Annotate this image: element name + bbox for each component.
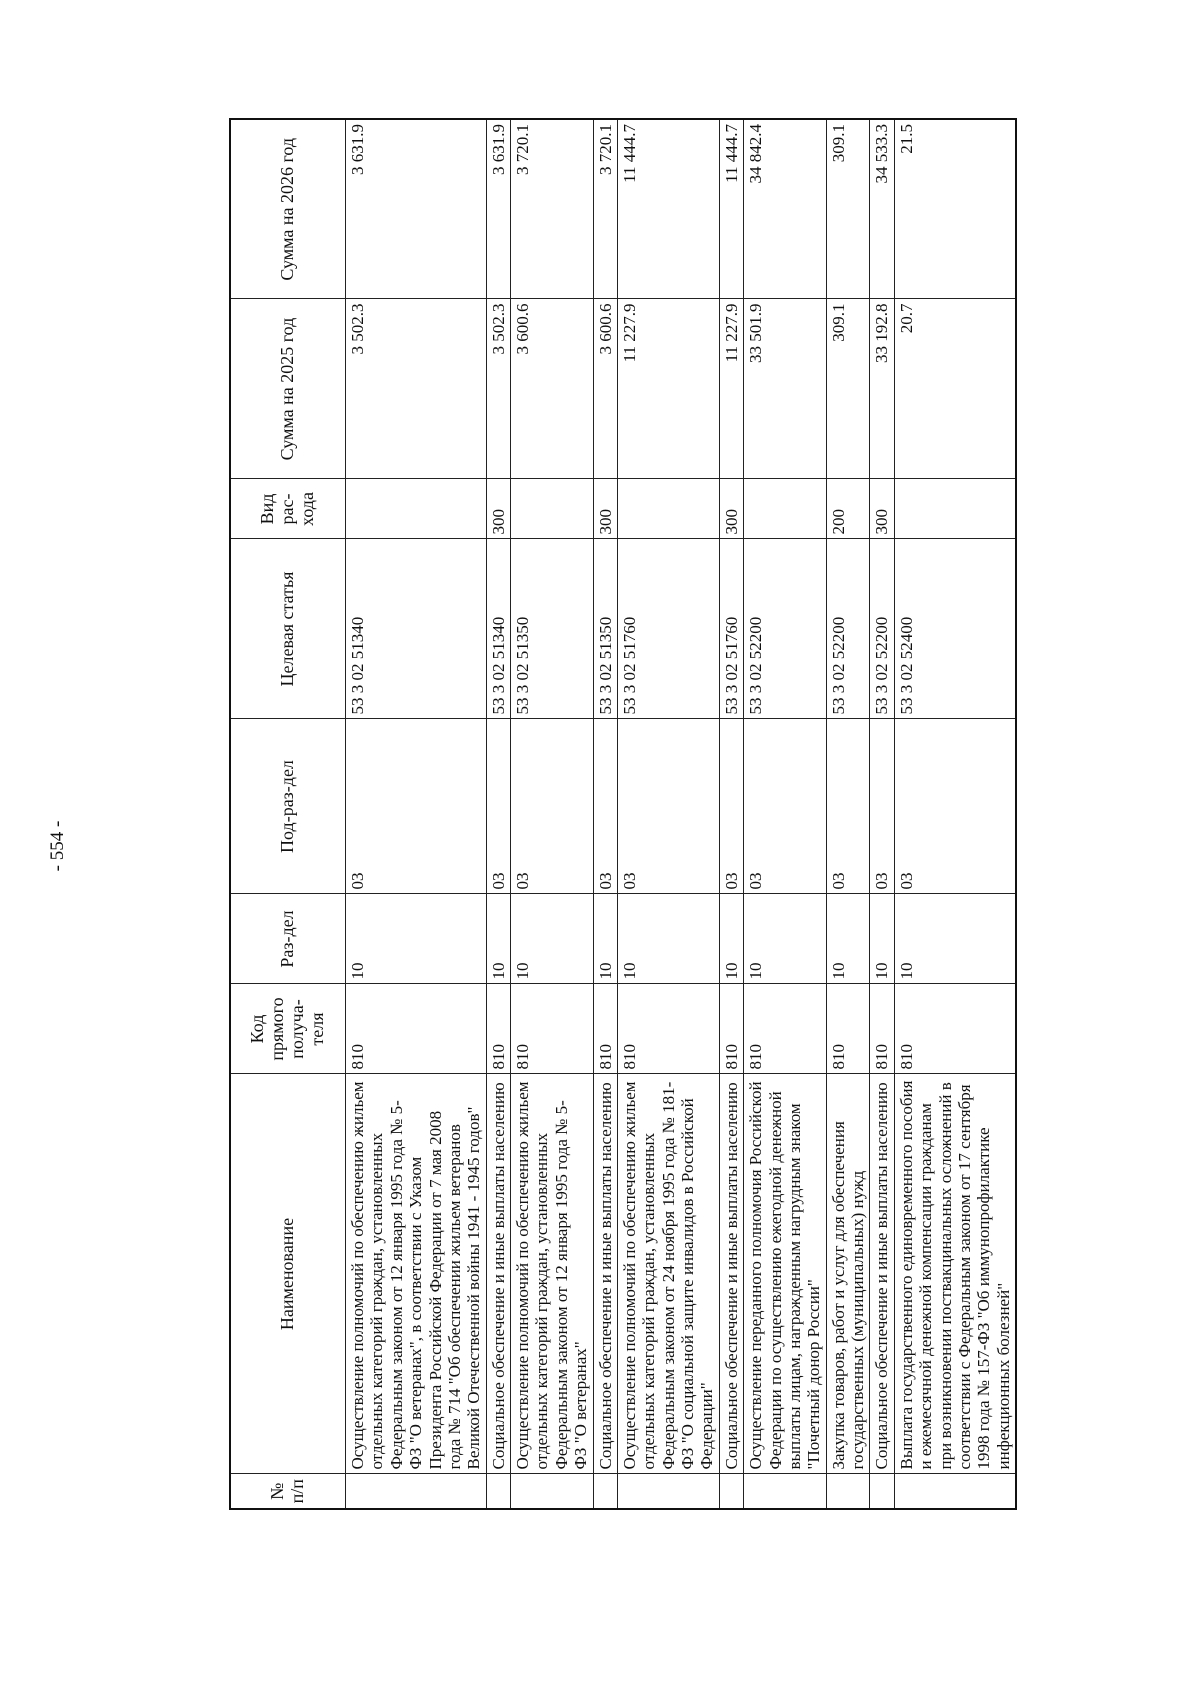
cell-np <box>346 1474 487 1509</box>
cell-kod: 810 <box>870 984 894 1074</box>
cell-razdel: 10 <box>511 894 594 984</box>
cell-kod: 810 <box>719 984 743 1074</box>
table-row <box>617 119 719 1509</box>
cell-name: Социальное обеспечение и иные выплаты населению <box>719 1074 743 1474</box>
cell-np <box>870 1474 894 1509</box>
cell-sum-2025: 33 192.8 <box>870 299 894 479</box>
cell-podrazdel: 03 <box>744 719 827 894</box>
cell-vid <box>617 479 719 539</box>
cell-np <box>617 1474 719 1509</box>
cell-podrazdel: 03 <box>870 719 894 894</box>
table-row <box>719 119 743 1509</box>
cell-sum-2026: 3 631.9 <box>486 119 510 299</box>
cell-vid: 300 <box>486 479 510 539</box>
cell-name: Социальное обеспечение и иные выплаты населению <box>486 1074 510 1474</box>
cell-razdel: 10 <box>486 894 510 984</box>
page-number: - 554 - <box>47 820 68 872</box>
table-row <box>826 119 870 1509</box>
cell-sum-2025: 3 502.3 <box>346 299 487 479</box>
budget-table-container <box>229 120 1089 1510</box>
cell-sum-2025: 3 600.6 <box>511 299 594 479</box>
header-np: № п/п <box>230 1474 346 1509</box>
cell-razdel: 10 <box>617 894 719 984</box>
cell-sum-2026: 3 720.1 <box>593 119 617 299</box>
table-row <box>870 119 894 1509</box>
cell-podrazdel: 03 <box>346 719 487 894</box>
header-razdel: Раз-дел <box>230 894 346 984</box>
table-row <box>346 119 487 1509</box>
cell-sum-2026: 3 631.9 <box>346 119 487 299</box>
cell-sum-2025: 3 600.6 <box>593 299 617 479</box>
cell-kod: 810 <box>486 984 510 1074</box>
cell-sum-2025: 33 501.9 <box>744 299 827 479</box>
cell-np <box>744 1474 827 1509</box>
header-podrazdel: Под-раз-дел <box>230 719 346 894</box>
cell-np <box>894 1474 1016 1509</box>
cell-np <box>719 1474 743 1509</box>
cell-celevaya: 53 3 02 51760 <box>719 539 743 719</box>
budget-table <box>229 118 1017 1510</box>
cell-vid <box>894 479 1016 539</box>
table-row <box>744 119 827 1509</box>
cell-sum-2026: 11 444.7 <box>617 119 719 299</box>
cell-kod: 810 <box>826 984 870 1074</box>
header-vid: Вид рас-хода <box>230 479 346 539</box>
cell-razdel: 10 <box>744 894 827 984</box>
header-sum-2025: Сумма на 2025 год <box>230 299 346 479</box>
header-sum-2026: Сумма на 2026 год <box>230 119 346 299</box>
cell-celevaya: 53 3 02 51760 <box>617 539 719 719</box>
cell-razdel: 10 <box>894 894 1016 984</box>
cell-celevaya: 53 3 02 51350 <box>593 539 617 719</box>
cell-kod: 810 <box>617 984 719 1074</box>
cell-razdel: 10 <box>826 894 870 984</box>
cell-sum-2026: 34 533.3 <box>870 119 894 299</box>
header-kod: Код прямого получа-теля <box>230 984 346 1074</box>
table-header-row <box>230 119 346 1509</box>
cell-podrazdel: 03 <box>826 719 870 894</box>
cell-podrazdel: 03 <box>593 719 617 894</box>
cell-name: Осуществление полномочий по обеспечению жильем отдельных категорий граждан, установленных Федеральным законом от 24 ноября 1995 года № 181-ФЗ "О социальной защите инвалидов в Российской Федерации" <box>617 1074 719 1474</box>
cell-razdel: 10 <box>593 894 617 984</box>
cell-sum-2025: 20.7 <box>894 299 1016 479</box>
cell-celevaya: 53 3 02 51340 <box>486 539 510 719</box>
cell-sum-2026: 309.1 <box>826 119 870 299</box>
header-celevaya: Целевая статья <box>230 539 346 719</box>
cell-sum-2025: 11 227.9 <box>617 299 719 479</box>
cell-podrazdel: 03 <box>719 719 743 894</box>
cell-kod: 810 <box>593 984 617 1074</box>
cell-vid <box>346 479 487 539</box>
cell-razdel: 10 <box>870 894 894 984</box>
cell-razdel: 10 <box>719 894 743 984</box>
cell-np <box>593 1474 617 1509</box>
cell-celevaya: 53 3 02 52200 <box>870 539 894 719</box>
cell-podrazdel: 03 <box>511 719 594 894</box>
cell-podrazdel: 03 <box>617 719 719 894</box>
cell-kod: 810 <box>744 984 827 1074</box>
table-row <box>894 119 1016 1509</box>
cell-kod: 810 <box>894 984 1016 1074</box>
cell-np <box>826 1474 870 1509</box>
cell-vid: 300 <box>593 479 617 539</box>
cell-np <box>486 1474 510 1509</box>
cell-sum-2025: 3 502.3 <box>486 299 510 479</box>
table-row <box>486 119 510 1509</box>
cell-name: Социальное обеспечение и иные выплаты населению <box>593 1074 617 1474</box>
table-row <box>511 119 594 1509</box>
cell-name: Осуществление переданного полномочия Российской Федерации по осуществлению ежегодной денежной выплаты лицам, награжденным нагрудным знаком "Почетный донор России" <box>744 1074 827 1474</box>
cell-celevaya: 53 3 02 52200 <box>744 539 827 719</box>
cell-vid: 300 <box>719 479 743 539</box>
cell-vid: 200 <box>826 479 870 539</box>
cell-sum-2025: 309.1 <box>826 299 870 479</box>
cell-kod: 810 <box>511 984 594 1074</box>
cell-podrazdel: 03 <box>894 719 1016 894</box>
cell-name: Закупка товаров, работ и услуг для обеспечения государственных (муниципальных) нужд <box>826 1074 870 1474</box>
cell-celevaya: 53 3 02 51340 <box>346 539 487 719</box>
cell-name: Осуществление полномочий по обеспечению жильем отдельных категорий граждан, установленных Федеральным законом от 12 января 1995 года № 5-ФЗ "О ветеранах", в соответствии с Указом Президента Российской Федерации от 7 мая 2008 года № 714 "Об обеспечении жильем ветеранов Великой Отечественной войны 1941 - 1945 годов" <box>346 1074 487 1474</box>
cell-name: Осуществление полномочий по обеспечению жильем отдельных категорий граждан, установленных Федеральным законом от 12 января 1995 года № 5-ФЗ "О ветеранах" <box>511 1074 594 1474</box>
cell-name: Выплата государственного единовременного пособия и ежемесячной денежной компенсации гражданам при возникновении поствакцинальных осложнений в соответствии с Федеральным законом от 17 сентября 1998 года № 157-ФЗ "Об иммунопрофилактике инфекционных болезней" <box>894 1074 1016 1474</box>
header-name: Наименование <box>230 1074 346 1474</box>
cell-sum-2026: 34 842.4 <box>744 119 827 299</box>
cell-vid <box>511 479 594 539</box>
table-row <box>593 119 617 1509</box>
cell-np <box>511 1474 594 1509</box>
cell-celevaya: 53 3 02 52200 <box>826 539 870 719</box>
cell-celevaya: 53 3 02 52400 <box>894 539 1016 719</box>
cell-vid <box>744 479 827 539</box>
cell-sum-2026: 3 720.1 <box>511 119 594 299</box>
cell-kod: 810 <box>346 984 487 1074</box>
cell-sum-2025: 11 227.9 <box>719 299 743 479</box>
cell-razdel: 10 <box>346 894 487 984</box>
cell-name: Социальное обеспечение и иные выплаты населению <box>870 1074 894 1474</box>
cell-podrazdel: 03 <box>486 719 510 894</box>
cell-vid: 300 <box>870 479 894 539</box>
cell-sum-2026: 21.5 <box>894 119 1016 299</box>
cell-sum-2026: 11 444.7 <box>719 119 743 299</box>
cell-celevaya: 53 3 02 51350 <box>511 539 594 719</box>
